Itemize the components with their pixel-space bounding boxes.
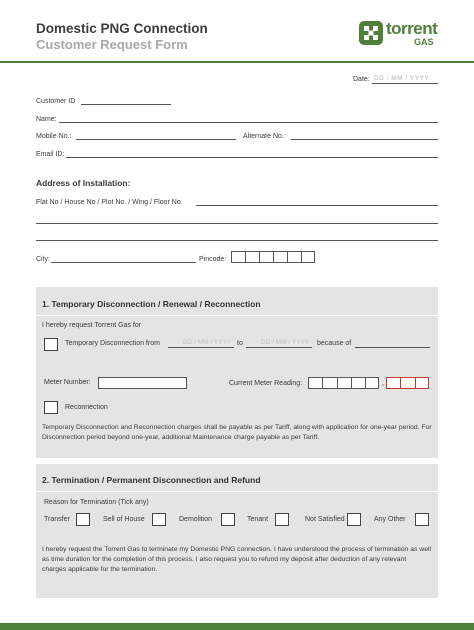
reconnection-label: Reconnection [65, 404, 108, 411]
current-reading-label: Current Meter Reading: [229, 380, 303, 387]
from-date-placeholder: DD / MM / YYYY [183, 339, 232, 346]
reading-digit[interactable] [365, 377, 379, 389]
torrent-gas-logo [359, 19, 439, 47]
request-text: I hereby request Torrent Gas for [42, 322, 142, 329]
reading-decimal-separator: , [382, 380, 384, 387]
section2-title: 2. Termination / Permanent Disconnection and Refund [42, 475, 261, 485]
alternate-label: Alternate No.: [243, 133, 286, 140]
flat-label: Flat No / House No / Plot No. / Wing / Floor No. [36, 199, 183, 206]
city-field[interactable] [51, 262, 196, 263]
to-date-field[interactable] [246, 347, 312, 348]
flat-field[interactable] [196, 205, 438, 206]
name-field[interactable] [59, 122, 438, 123]
torrent-logo-icon [359, 21, 383, 45]
temporary-disconnection-section [36, 287, 438, 458]
reason-any-other-checkbox[interactable] [415, 513, 429, 526]
reading-digit[interactable] [308, 377, 322, 389]
reason-transfer-label: Transfer [44, 516, 70, 523]
reason-demolition-label: Demolition [179, 516, 213, 523]
section1-title: 1. Temporary Disconnection / Renewal / Reconnection [42, 299, 261, 309]
footer-bar [0, 623, 474, 630]
reason-not-satisfied-label: Not Satisfied [305, 516, 345, 523]
reading-decimal-digit[interactable] [386, 377, 400, 389]
logo-subtext: GAS [414, 37, 434, 47]
because-field[interactable] [355, 347, 430, 348]
reason-tenant-label: Tenant [247, 516, 269, 523]
address-heading: Address of Installation: [36, 178, 131, 188]
pincode-digit[interactable] [259, 251, 273, 263]
because-label: because of [317, 340, 352, 347]
reason-sell-checkbox[interactable] [152, 513, 166, 526]
meter-number-label: Meter Number: [44, 379, 91, 386]
header-divider [0, 61, 474, 63]
date-field[interactable] [372, 83, 438, 84]
reconnection-checkbox[interactable] [44, 401, 58, 414]
address-line-3[interactable] [36, 240, 438, 241]
date-label: Date: [353, 76, 370, 83]
meter-number-input[interactable] [98, 377, 187, 389]
form-subtitle: Customer Request Form [36, 37, 188, 52]
date-placeholder: DD / MM / YYYY [374, 75, 430, 82]
current-reading-boxes[interactable] [308, 377, 379, 389]
customer-id-field[interactable] [81, 104, 171, 105]
reason-tenant-checkbox[interactable] [275, 513, 289, 526]
email-label: Email ID: [36, 151, 65, 158]
reading-decimal-boxes[interactable] [386, 377, 429, 389]
pincode-digit[interactable] [301, 251, 315, 263]
termination-declaration: I hereby request the Torrent Gas to terminate my Domestic PNG connection. I have understood the process of termination as well as time duration for the completion of this process. I also request you to refund my deposit after deduction of any relevant charges applicable for the termination. [42, 546, 431, 573]
pincode-digit[interactable] [273, 251, 287, 263]
alternate-field[interactable] [291, 139, 438, 140]
reason-sell-label: Sell of House [103, 516, 145, 523]
pincode-boxes[interactable] [231, 251, 315, 263]
pincode-digit[interactable] [231, 251, 245, 263]
customer-id-label: Customer ID [36, 98, 76, 105]
form-title: Domestic PNG Connection [36, 21, 208, 36]
section1-note: Temporary Disconnection and Reconnection charges shall be payable as per Tariff, along with application for one-year period. For Disconnection period beyond one-year, additional Maintenance charge payable as per Tariff. [42, 424, 432, 441]
reading-digit[interactable] [351, 377, 365, 389]
reading-digit[interactable] [322, 377, 336, 389]
to-date-placeholder: DD / MM / YYYY [261, 339, 310, 346]
pincode-digit[interactable] [245, 251, 259, 263]
reason-transfer-checkbox[interactable] [76, 513, 90, 526]
pincode-label: Pincode: [199, 256, 227, 263]
name-label: Name: [36, 116, 57, 123]
city-label: City: [36, 256, 50, 263]
reason-not-satisfied-checkbox[interactable] [347, 513, 361, 526]
section2-divider [36, 491, 438, 492]
logo-wordmark: torrent [386, 19, 438, 38]
to-label: to [237, 340, 243, 347]
from-date-field[interactable] [168, 347, 234, 348]
temp-disc-label: Temporary Disconnection from [65, 340, 160, 347]
reading-digit[interactable] [337, 377, 351, 389]
reason-label: Reason for Termination (Tick any) [44, 499, 149, 506]
temporary-disconnection-checkbox[interactable] [44, 338, 58, 351]
reason-any-other-label: Any Other [374, 516, 406, 523]
address-line-2[interactable] [36, 223, 438, 224]
termination-section [36, 464, 438, 598]
email-field[interactable] [66, 157, 438, 158]
section1-divider [36, 315, 438, 316]
mobile-label: Mobile No.: [36, 133, 72, 140]
reading-decimal-digit[interactable] [415, 377, 429, 389]
reason-demolition-checkbox[interactable] [221, 513, 235, 526]
reading-decimal-digit[interactable] [400, 377, 414, 389]
mobile-field[interactable] [76, 139, 236, 140]
pincode-digit[interactable] [287, 251, 301, 263]
